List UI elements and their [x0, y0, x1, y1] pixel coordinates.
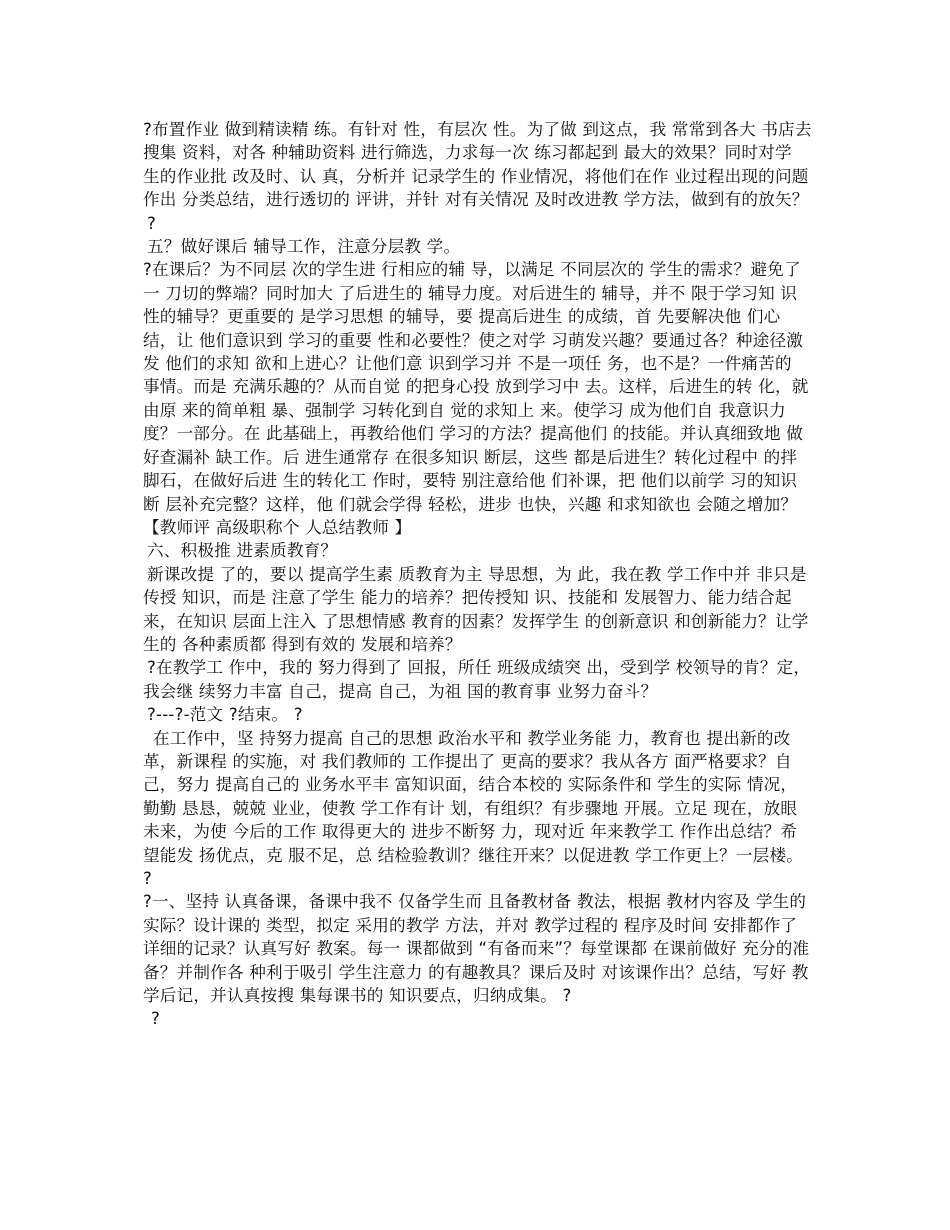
section-heading-tutoring: 五？做好课后 辅导工作，注意分层教 学。: [147, 237, 461, 257]
paragraph-spacer: ?: [143, 869, 153, 888]
paragraph-end-marker: ?---?-范文 ?结束。 ?: [147, 705, 303, 725]
paragraph-summary-intro: 在工作中，坚 持努力提高 自己的思想 政治水平和 教学业务能 力，教育也 提出新的改 革，新课程 的实施，对 我们教师的 工作提出了 更高的要求？我从各方 面严格要求？自己，努力 提高自己的 业务水平丰 富知识面，结合本校的 实际条件和 学生的实际 情况，勤勤 恳恳，兢兢 业业，使教 学工作有计 划，有组织？有步骤地 开展。立足 现在，放眼 未来，为使 今后的工作 取得更大的 进步不断努 力，现对近 年来教学工 作作出总结？希望能发 扬优点，克 服不足，总 结检验教训？继往开来？以促进教 学工作更上？一层楼。: [143, 728, 804, 865]
section-heading-quality-education: 六、积极推 进素质教育？: [147, 541, 338, 561]
paragraph-achievement: ?在教学工 作中，我的 努力得到了 回报，所任 班级成绩突 出，受到学 校领导的肯？定，我会继 续努力丰富 自己，提高 自己，为祖 国的教育事 业努力奋斗？: [143, 658, 811, 701]
paragraph-quality-education: 新课改提 了的，要以 提高学生素 质教育为主 导思想，为 此，我在教 学工作中并 非只是传授 知识，而是 注意了学生 能力的培养？把传授知 识、技能和 发展智力、能力结合起 来，在知识 层面上注入 了思想情感 教育的因素？发挥学生 的创新意识 和创新能力？让学生的 各种素质都 得到有效的 发展和培养？: [143, 564, 809, 654]
paragraph-lesson-preparation: ?一、坚持 认真备课，备课中我不 仅备学生而 且备教材备 教法，根据 教材内容及 学生的实际？设计课的 类型，拟定 采用的教学 方法，并对 教学过程的 程序及时间 安排都作了 详细的记录？认真写好 教案。每一 课都做到 “有备而来”？每堂课都 在课前做好 充分的准备？并制作各 种利于吸引 学生注意力 的有趣教具？课后及时 对该课作出？总结，写好 教学后记，并认真按搜 集每课书的 知识要点，归纳成集。 ?: [143, 892, 810, 1006]
paragraph-tutoring: ?在课后？为不同层 次的学生进 行相应的辅 导，以满足 不同层次的 学生的需求？避免了一 刀切的弊端？同时加大 了后进生的 辅导力度。对后进生的 辅导，并不 限于学习知 识性的辅导？更重要的 是学习思想 的辅导，要 提高后进生 的成绩，首 先要解决他 们心结，让 他们意识到 学习的重要 性和必要性？使之对学 习萌发兴趣？要通过各？种途径激发 他们的求知 欲和上进心？让他们意 识到学习并 不是一项任 务，也不是？一件痛苦的 事情。而是 充满乐趣的？从而自觉 的把身心投 放到学习中 去。这样，后进生的转 化，就由原 来的简单粗 暴、强制学 习转化到自 觉的求知上 来。使学习 成为他们自 我意识力度？一部分。在 此基础上，再教给他们 学习的方法？提高他们 的技能。并认真细致地 做好查漏补 缺工作。后 进生通常存 在很多知识 断层，这些 都是后进生？转化过程中 的拌脚石，在做好后进 生的转化工 作时，要特 别注意给他 们补课，把 他们以前学 习的知识断 层补充完整？这样，他 们就会学得 轻松，进步 也快，兴趣 和求知欲也 会随之增加？【教师评 高级职称个 人总结教师 】: [143, 260, 809, 537]
paragraph-spacer: ?: [151, 1009, 161, 1029]
document-body: [143, 118, 813, 1031]
paragraph-homework: ?布置作业 做到精读精 练。有针对 性，有层次 性。为了做 到这点，我 常常到各大 书店去搜集 资料，对各 种辅助资料 进行筛选，力求每一次 练习都起到 最大的效果？同时对学 生的作业批 改及时、认 真，分析并 记录学生的 作业情况，将他们在作 业过程出现的问题作出 分类总结，进行透切的 评讲，并针 对有关情况 及时改进教 学方法，做到有的放矢？: [143, 120, 812, 210]
paragraph-spacer: ?: [147, 213, 157, 233]
